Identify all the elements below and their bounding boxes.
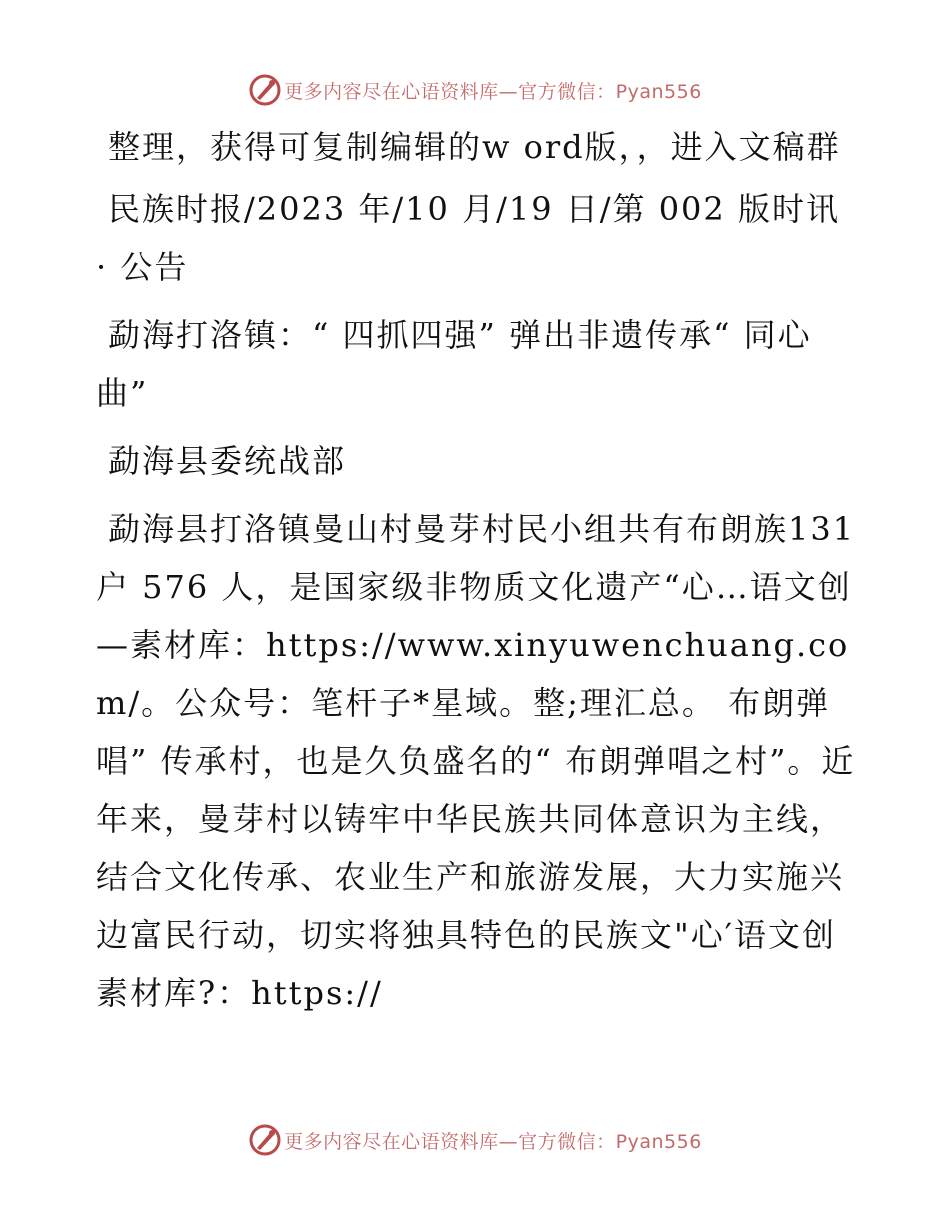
header-watermark-banner (0, 70, 950, 110)
quill-seal-logo (248, 73, 282, 107)
footer-banner-text: 更多内容尽在心语资料库—官方微信：Pyan556 (284, 1130, 702, 1153)
article-author: 勐海县委统战部 (108, 442, 347, 480)
header-banner-text: 更多内容尽在心语资料库—官方微信：Pyan556 (284, 80, 702, 103)
paragraph-body: 勐海县打洛镇曼山村曼芽村民小组共有布朗族131 户 576 人，是国家级非物质文化遗产“心…语文创—素材库：https://www.xinyuwenchuang.com/。公众号：笔杆子*星域。整;理汇总。 布朗弹唱” 传承村，也是久负盛名的“ 布朗弹唱之村”。近年来，曼芽村以铸牢中华民族共同体意识为主线，结合文化传承、农业生产和旅游发展，大力实施兴边富民行动，切实将独具特色的民族文"心′语文创素材库?：https:// (96, 510, 856, 1012)
document-body (96, 118, 856, 1032)
paragraph-source: 民族时报/2023 年/10 月/19 日/第 002 版时讯 · 公告 (96, 190, 840, 286)
quill-seal-logo (248, 1123, 282, 1157)
footer-watermark-banner (0, 1120, 950, 1160)
article-title: 勐海打洛镇：“ 四抓四强” 弹出非遗传承“ 同心曲” (96, 316, 812, 412)
paragraph-intro: 整理，获得可复制编辑的w ord版，，进入文稿群 (108, 128, 841, 166)
